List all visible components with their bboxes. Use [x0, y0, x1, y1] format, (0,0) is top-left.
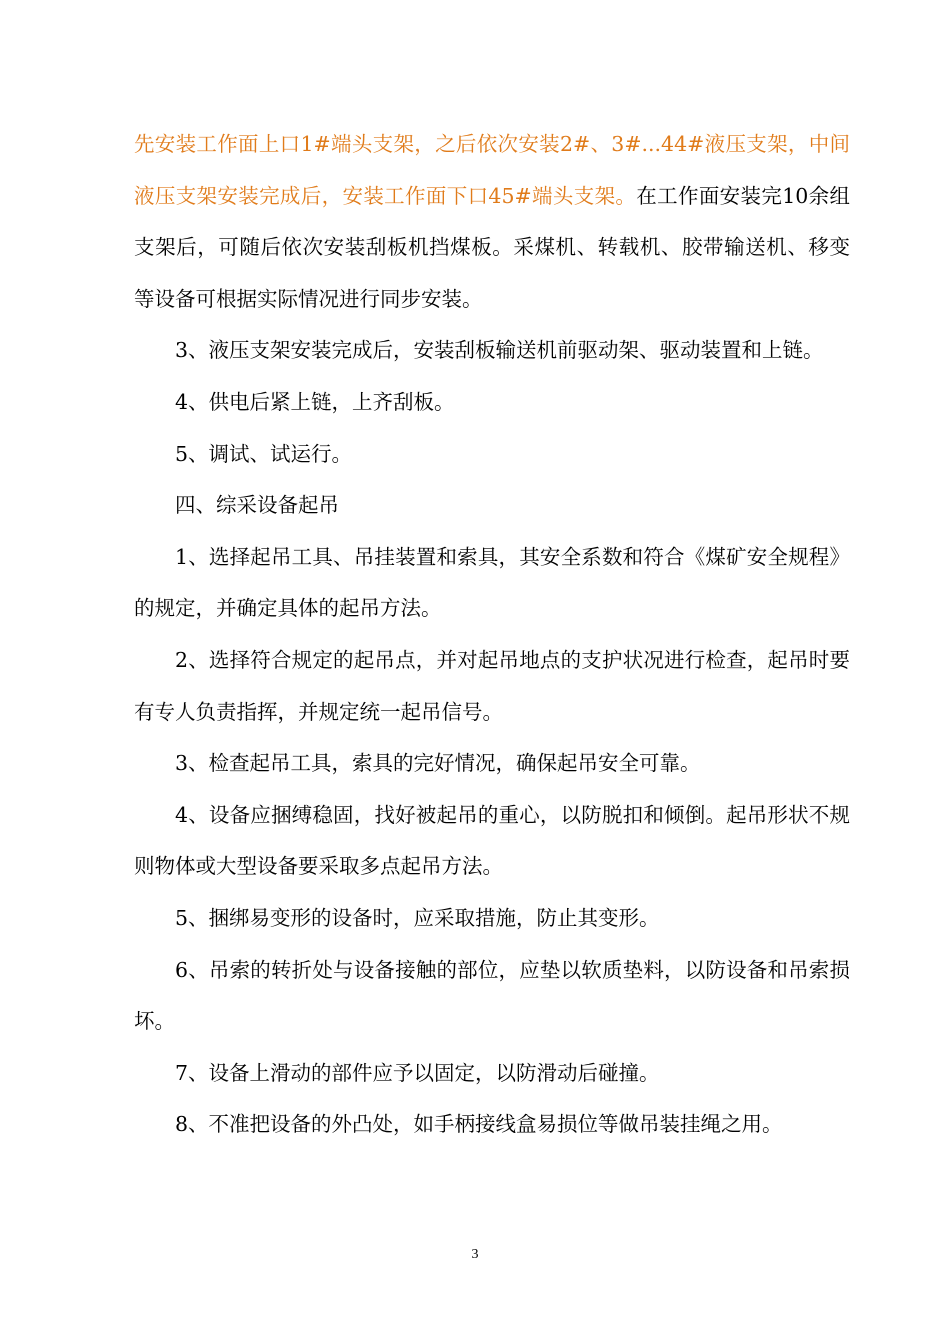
paragraph-item-3: 3、液压支架安装完成后，安装刮板输送机前驱动架、驱动装置和上链。 [175, 338, 824, 363]
lifting-item-8: 8、不准把设备的外凸处，如手柄接线盒易损位等做吊装挂绳之用。 [175, 1112, 783, 1137]
document-body [134, 119, 850, 1151]
lifting-item-1: 1、选择起吊工具、吊挂装置和索具，其安全系数和符合《煤矿安全规程》的规定，并确定具体的起吊方法。 [134, 544, 850, 621]
section-heading-lifting: 四、综采设备起吊 [175, 493, 339, 518]
lifting-item-5: 5、捆绑易变形的设备时，应采取措施，防止其变形。 [175, 905, 660, 930]
lifting-item-4: 4、设备应捆缚稳固，找好被起吊的重心，以防脱扣和倾倒。起吊形状不规则物体或大型设备要采取多点起吊方法。 [134, 802, 850, 879]
paragraph-item-5: 5、调试、试运行。 [175, 441, 353, 466]
lifting-item-2: 2、选择符合规定的起吊点，并对起吊地点的支护状况进行检查，起吊时要有专人负责指挥，并规定统一起吊信号。 [134, 647, 850, 724]
paragraph-installation-sequence [134, 119, 850, 325]
lifting-item-7: 7、设备上滑动的部件应予以固定，以防滑动后碰撞。 [175, 1060, 660, 1085]
highlighted-text: 先安装工作面上口1#端头支架，之后依次安装2#、3#...44#液压支架，中间液压支架安装完成后，安装工作面下口45#端头支架。 [134, 132, 850, 208]
page-number: 3 [471, 1247, 479, 1262]
lifting-item-3: 3、检查起吊工具，索具的完好情况，确保起吊安全可靠。 [175, 751, 701, 776]
lifting-item-6: 6、吊索的转折处与设备接触的部位，应垫以软质垫料，以防设备和吊索损坏。 [134, 957, 850, 1034]
paragraph-text: 在工作面安装完10余组支架后，可随后依次安装刮板机挡煤板。采煤机、转载机、胶带输送机、移变等设备可根据实际情况进行同步安装。 [134, 183, 850, 311]
paragraph-item-4: 4、供电后紧上链，上齐刮板。 [175, 389, 455, 414]
